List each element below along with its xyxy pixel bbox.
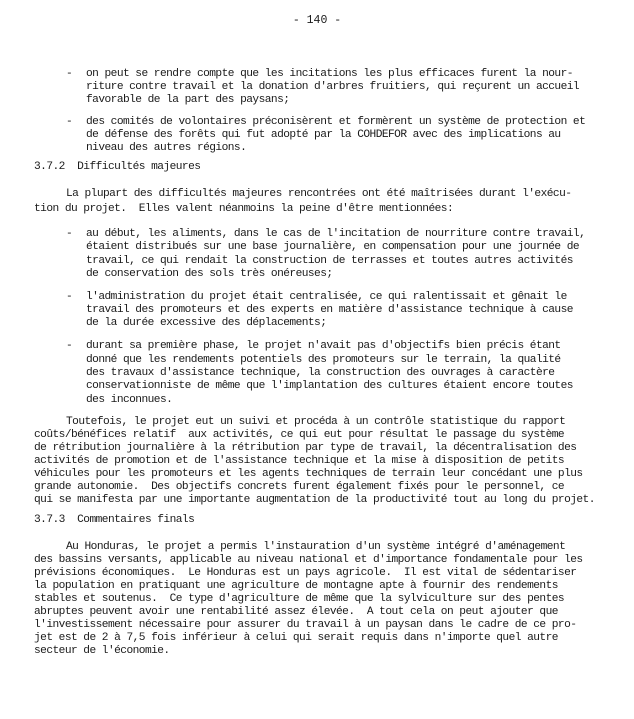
intro-bullet-2-line-1: des comités de volontaires préconisèrent et formèrent un système de protection et: [86, 116, 586, 128]
section-372-bullet-3-line-4: conservationniste de même que l'implantation des cultures étaient encore toutes: [86, 380, 573, 392]
section-372-bullet-2-line-3: de la durée excessive des déplacements;: [86, 317, 327, 329]
intro-bullet-2-line-3: niveau des autres régions.: [86, 142, 247, 154]
section-372-intro-line-2: tion du projet. Elles valent néanmoins la peine d'être mentionnées:: [34, 203, 454, 215]
section-372-bullet-1-line-2: étaient distribués sur une base journalière, en compensation pour une journée de: [86, 241, 580, 253]
section-372-bullet-2-line-2: travail des promoteurs et des experts en matière d'assistance technique à cause: [86, 304, 573, 316]
section-372-intro-line-1: La plupart des difficultés majeures rencontrées ont été maîtrisées durant l'exécu-: [66, 188, 572, 200]
bullet-dash: -: [66, 68, 73, 80]
section-heading-3-7-3: 3.7.3 Commentaires finals: [34, 514, 195, 526]
page-number: - 140 -: [292, 14, 342, 27]
section-373-line-5: stables et soutenus. Ce type d'agriculture de même que la sylviculture sur des pentes: [34, 593, 565, 605]
section-372-closing-line-1: Toutefois, le projet eut un suivi et procéda à un contrôle statistique du rapport: [66, 416, 566, 428]
section-373-line-3: prévisions économiques. Le Honduras est un pays agricole. Il est vital de sédentariser: [34, 567, 577, 579]
intro-bullet-1-line-2: riture contre travail et la donation d'arbres fruitiers, qui reçurent un accueil: [86, 81, 580, 93]
section-372-closing-line-6: grande autonomie. Des objectifs concrets furent également fixés pour le personnel, ce: [34, 481, 565, 493]
section-372-bullet-3-line-3: des travaux d'assistance technique, la construction des ouvrages à caractère: [86, 367, 555, 379]
section-373-line-2: des bassins versants, applicable au niveau national et d'importance fondamentale pour les: [34, 554, 583, 566]
bullet-dash: -: [66, 228, 73, 240]
section-heading-3-7-2: 3.7.2 Difficultés majeures: [34, 161, 201, 173]
section-373-line-4: la population en pratiquant une agriculture de montagne apte à fournir des rendements: [34, 580, 558, 592]
section-372-bullet-2-line-1: l'administration du projet était centralisée, ce qui ralentissait et gênait le: [86, 291, 567, 303]
section-372-closing-line-3: de rétribution journalière à la rétribution par type de travail, la décentralisation des: [34, 442, 577, 454]
section-373-line-7: l'investissement nécessaire pour assurer du travail à un paysan dans le cadre de ce pro-: [34, 619, 577, 631]
section-372-bullet-1-line-4: de conservation des sols très onéreuses;: [86, 268, 333, 280]
section-373-line-6: abruptes peuvent avoir une rentabilité assez élevée. A tout cela on peut ajouter que: [34, 606, 558, 618]
section-372-bullet-3-line-5: des inconnues.: [86, 394, 173, 406]
bullet-dash: -: [66, 291, 73, 303]
section-372-bullet-3-line-2: donné que les rendements potentiels des promoteurs sur le terrain, la qualité: [86, 354, 561, 366]
section-372-closing-line-4: activités de promotion et de l'assistance technique et la mise à disposition de petits: [34, 455, 565, 467]
bullet-dash: -: [66, 340, 73, 352]
section-372-closing-line-2: coûts/bénéfices relatif aux activités, ce qui eut pour résultat le passage du système: [34, 429, 565, 441]
section-372-bullet-3-line-1: durant sa première phase, le projet n'avait pas d'objectifs bien précis étant: [86, 340, 561, 352]
section-373-line-1: Au Honduras, le projet a permis l'instauration d'un système intégré d'aménagement: [66, 541, 566, 553]
section-372-closing-line-5: véhicules pour les promoteurs et les agents techniques de terrain leur concédant une plus: [34, 468, 583, 480]
section-373-line-9: secteur de l'économie.: [34, 645, 170, 657]
intro-bullet-1-line-3: favorable de la part des paysans;: [86, 94, 290, 106]
intro-bullet-2-line-2: de défense des forêts qui fut adopté par la COHDEFOR avec des implications au: [86, 129, 561, 141]
section-372-closing-line-7: qui se manifesta par une importante augmentation de la productivité tout au long du projet.: [34, 494, 595, 506]
section-373-line-8: jet est de 2 à 7,5 fois inférieur à celui qui serait requis dans n'importe quel autre: [34, 632, 558, 644]
section-372-bullet-1-line-3: travail, ce qui rendait la construction de terrasses et toutes autres activités: [86, 255, 573, 267]
intro-bullet-1-line-1: on peut se rendre compte que les incitations les plus efficaces furent la nour-: [86, 68, 573, 80]
section-372-bullet-1-line-1: au début, les aliments, dans le cas de l'incitation de nourriture contre travail,: [86, 228, 586, 240]
bullet-dash: -: [66, 116, 73, 128]
